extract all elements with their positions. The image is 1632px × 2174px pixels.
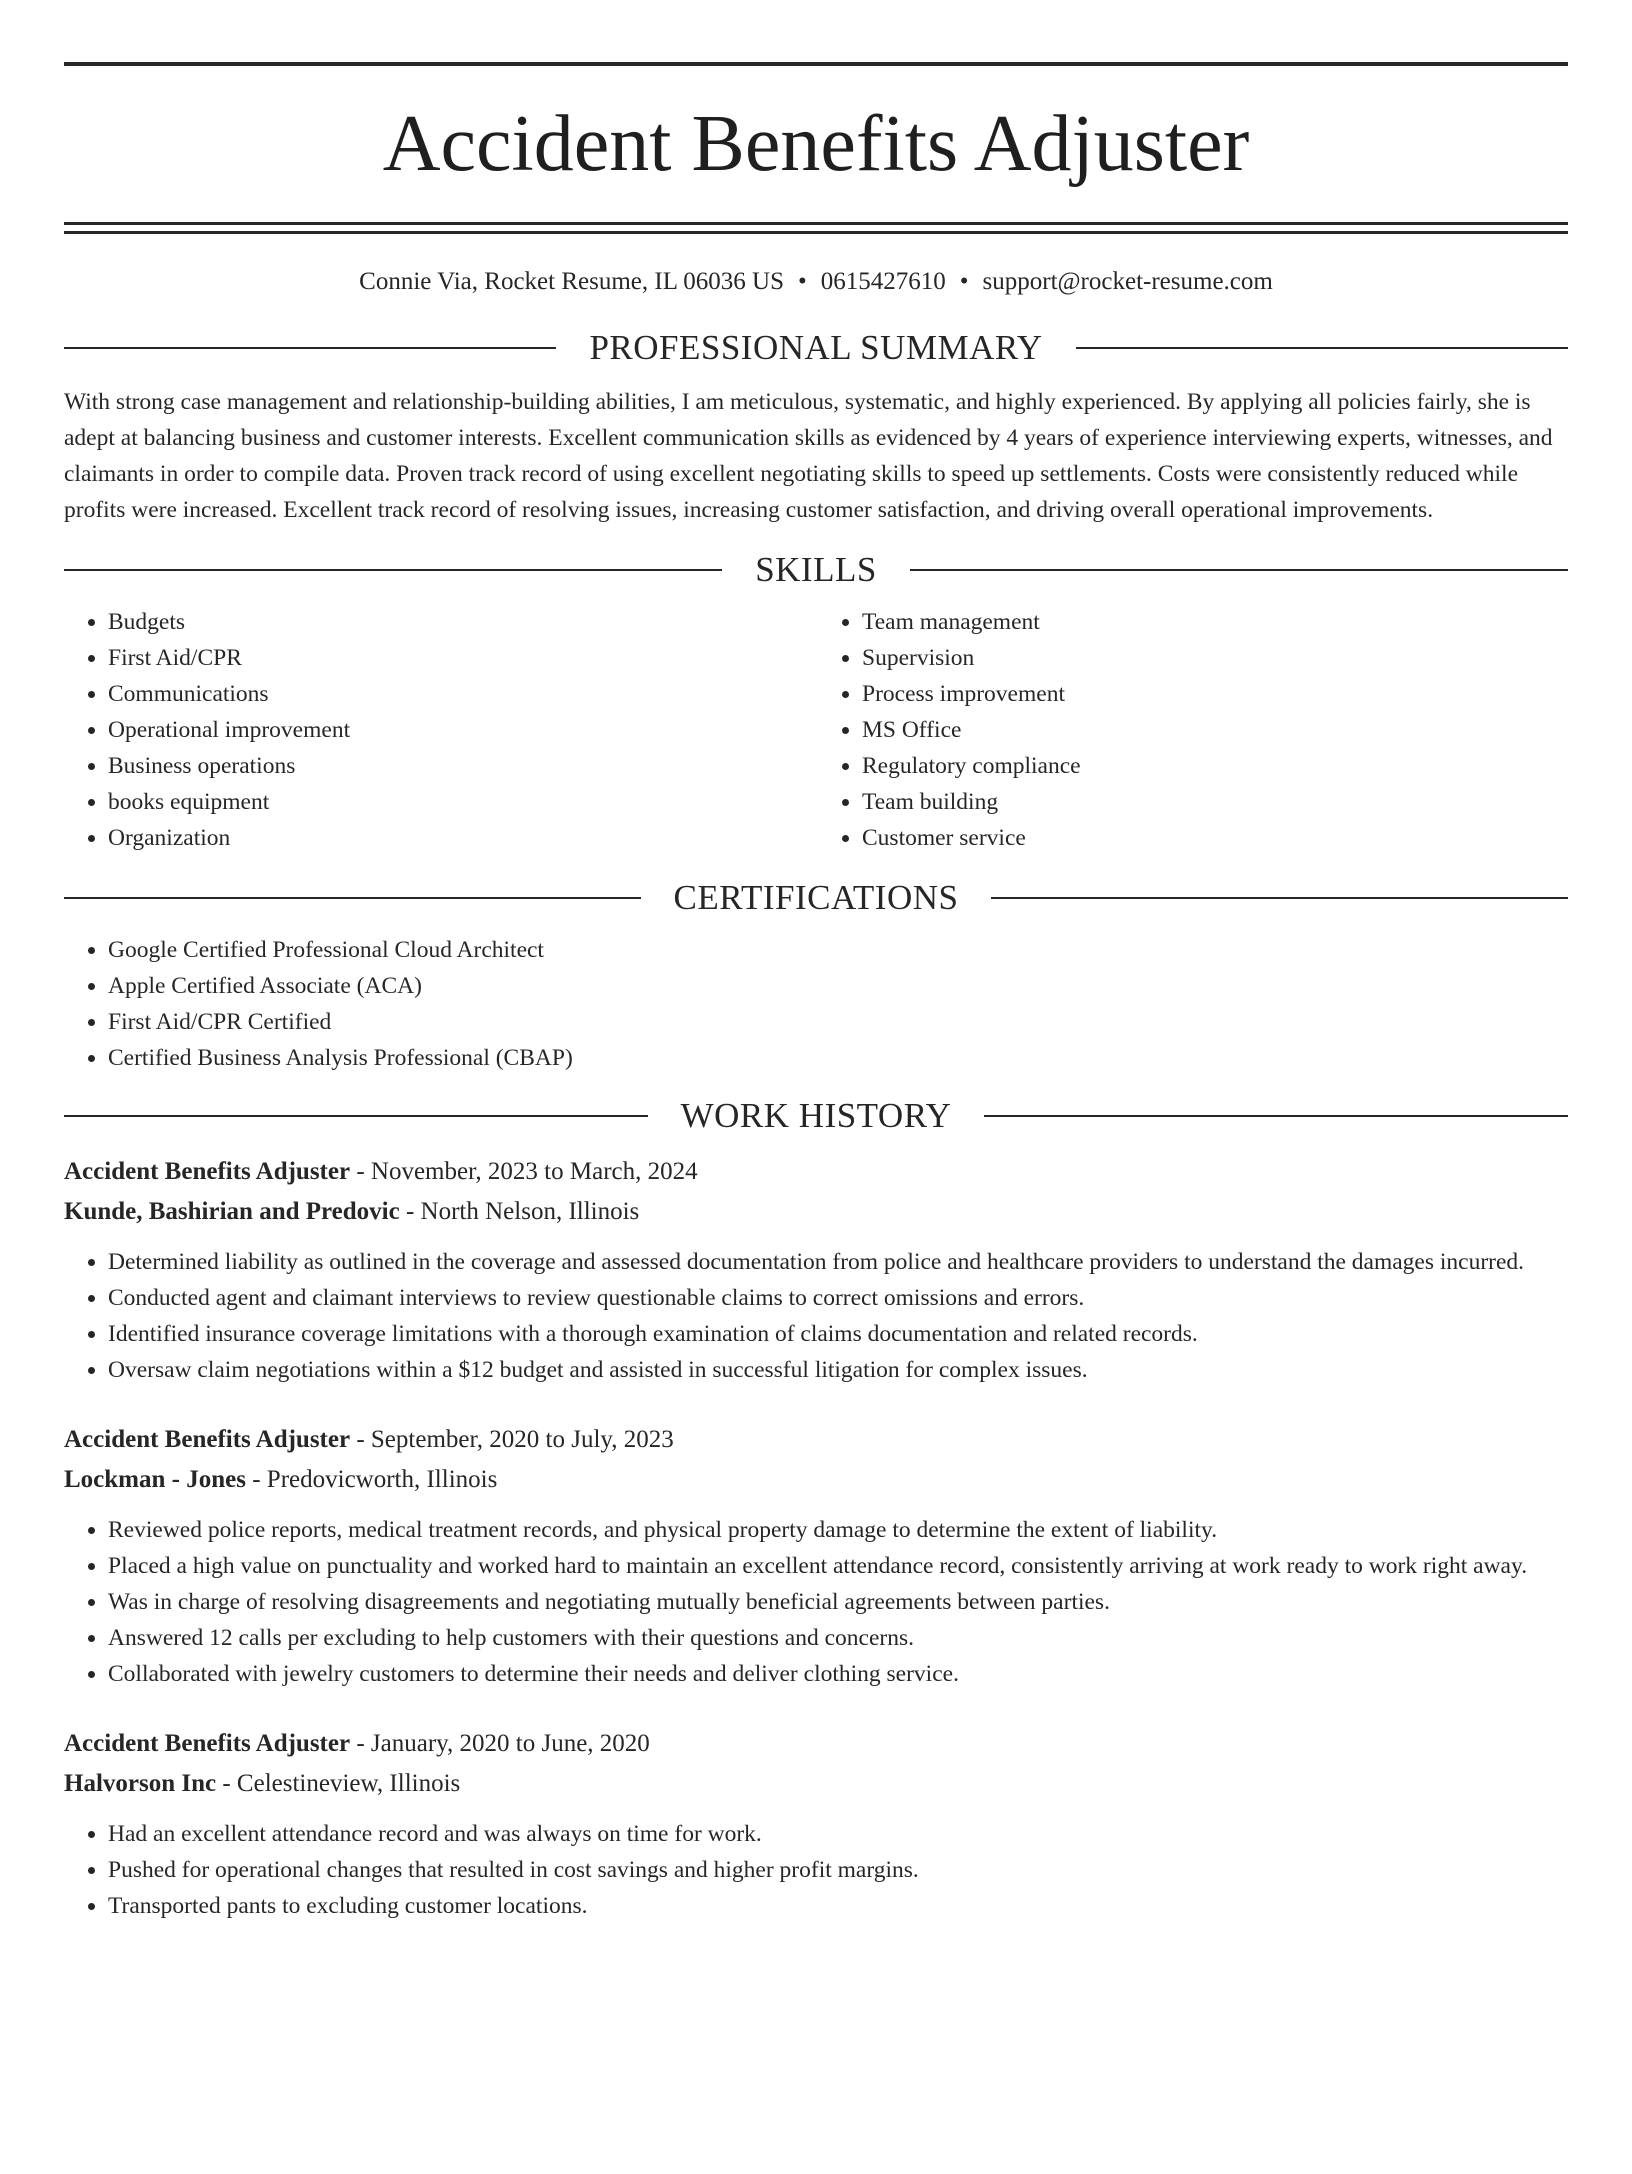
- contact-separator: •: [798, 268, 807, 295]
- skill-item: • Business operations: [108, 748, 814, 784]
- skill-item: • Communications: [108, 676, 814, 712]
- job-company-line: [64, 1764, 1568, 1804]
- skill-item: • MS Office: [862, 712, 1568, 748]
- skill-item: • Organization: [108, 820, 814, 856]
- job-location: - Predovicworth, Illinois: [245, 1466, 498, 1493]
- work-history-heading-label: WORK HISTORY: [680, 1096, 952, 1135]
- contact-separator: •: [959, 268, 969, 295]
- job-bullet: • Determined liability as outlined in the coverage and assessed documentation from police and healthcare providers to understand the damages incurred.: [108, 1244, 1568, 1280]
- summary-heading: [64, 328, 1568, 368]
- heading-rule-right: [1076, 347, 1568, 349]
- job-bullet: • Oversaw claim negotiations within a $12 budget and assisted in successful litigation for complex issues.: [108, 1352, 1568, 1388]
- contact-phone: 0615427610: [820, 268, 946, 295]
- contact-email[interactable]: support@rocket-resume.com: [982, 268, 1273, 295]
- job-bullet: • Reviewed police reports, medical treatment records, and physical property damage to determine the extent of liability.: [108, 1512, 1568, 1548]
- job-title-line: [64, 1724, 1568, 1764]
- job-entry: [64, 1152, 1568, 1388]
- job-bullet: • Identified insurance coverage limitations with a thorough examination of claims documentation and related records.: [108, 1316, 1568, 1352]
- job-dates: - November, 2023 to March, 2024: [350, 1158, 698, 1185]
- heading-rule-left: [64, 1115, 648, 1117]
- title-double-divider: [64, 222, 1568, 234]
- job-bullets: [64, 1816, 1568, 1924]
- job-title: Accident Benefits Adjuster: [64, 1158, 351, 1185]
- skill-item: • Process improvement: [862, 676, 1568, 712]
- job-entry: [64, 1724, 1568, 1924]
- job-bullets: [64, 1244, 1568, 1388]
- skill-item: • Team management: [862, 604, 1568, 640]
- skills-grid: [64, 604, 1568, 856]
- resume-title: Accident Benefits Adjuster: [382, 100, 1250, 188]
- skill-item: • First Aid/CPR: [108, 640, 814, 676]
- job-title-line: [64, 1152, 1568, 1192]
- heading-rule-right: [984, 1115, 1568, 1117]
- job-bullet: • Conducted agent and claimant interviews to review questionable claims to correct omissions and errors.: [108, 1280, 1568, 1316]
- job-bullet: • Answered 12 calls per excluding to help customers with their questions and concerns.: [108, 1620, 1568, 1656]
- heading-rule-left: [64, 347, 556, 349]
- certifications-heading: [64, 878, 1568, 918]
- job-company: Halvorson Inc: [64, 1770, 217, 1797]
- contact-address: Connie Via, Rocket Resume, IL 06036 US: [359, 268, 784, 295]
- job-company-line: [64, 1192, 1568, 1232]
- job-bullet: • Transported pants to excluding customer locations.: [108, 1888, 1568, 1924]
- job-bullet: • Was in charge of resolving disagreements and negotiating mutually beneficial agreements between parties.: [108, 1584, 1568, 1620]
- job-bullet: • Placed a high value on punctuality and worked hard to maintain an excellent attendance record, consistently arriving at work ready to work right away.: [108, 1548, 1568, 1584]
- job-location: - North Nelson, Illinois: [399, 1198, 640, 1225]
- certification-item: • Google Certified Professional Cloud Architect: [108, 932, 1568, 968]
- job-dates: - January, 2020 to June, 2020: [350, 1730, 650, 1757]
- summary-heading-label: PROFESSIONAL SUMMARY: [589, 328, 1043, 367]
- work-history-heading: [64, 1096, 1568, 1136]
- skills-list-right: [814, 604, 1568, 856]
- job-title: Accident Benefits Adjuster: [64, 1730, 351, 1757]
- heading-rule-left: [64, 569, 722, 571]
- job-entry: [64, 1420, 1568, 1692]
- skill-item: • Customer service: [862, 820, 1568, 856]
- contact-line: [64, 268, 1568, 296]
- heading-rule-right: [910, 569, 1568, 571]
- certification-item: • Certified Business Analysis Professional (CBAP): [108, 1040, 1568, 1076]
- skills-heading-label: SKILLS: [755, 550, 877, 589]
- certification-item: • Apple Certified Associate (ACA): [108, 968, 1568, 1004]
- skills-list-left: [64, 604, 814, 856]
- job-bullets: [64, 1512, 1568, 1692]
- heading-rule-left: [64, 897, 641, 899]
- skills-heading: [64, 550, 1568, 590]
- job-bullet: • Collaborated with jewelry customers to determine their needs and deliver clothing service.: [108, 1656, 1568, 1692]
- job-location: - Celestineview, Illinois: [216, 1770, 461, 1797]
- skill-item: • Budgets: [108, 604, 814, 640]
- job-title: Accident Benefits Adjuster: [64, 1426, 351, 1453]
- skill-item: • books equipment: [108, 784, 814, 820]
- job-bullet: • Pushed for operational changes that resulted in cost savings and higher profit margins.: [108, 1852, 1568, 1888]
- skill-item: • Team building: [862, 784, 1568, 820]
- job-dates: - September, 2020 to July, 2023: [350, 1426, 674, 1453]
- skill-item: • Operational improvement: [108, 712, 814, 748]
- skill-item: • Regulatory compliance: [862, 748, 1568, 784]
- heading-rule-right: [991, 897, 1568, 899]
- job-company-line: [64, 1460, 1568, 1500]
- certifications-list: [64, 932, 1568, 1076]
- job-title-line: [64, 1420, 1568, 1460]
- job-company: Kunde, Bashirian and Predovic: [64, 1198, 400, 1225]
- skill-item: • Supervision: [862, 640, 1568, 676]
- certification-item: • First Aid/CPR Certified: [108, 1004, 1568, 1040]
- job-bullet: • Had an excellent attendance record and was always on time for work.: [108, 1816, 1568, 1852]
- job-company: Lockman - Jones: [64, 1466, 246, 1493]
- certifications-heading-label: CERTIFICATIONS: [673, 878, 959, 917]
- summary-text: With strong case management and relationship-building abilities, I am meticulous, systematic, and highly experienced. By applying all policies fairly, she is adept at balancing business and customer interests. Excellent communication skills as evidenced by 4 years of experience interviewing experts, witnesses, and claimants in order to compile data. Proven track record of using excellent negotiating skills to speed up settlements. Costs were consistently reduced while profits were increased. Excellent track record of resolving issues, increasing customer satisfaction, and driving overall operational improvements.: [64, 389, 1553, 523]
- resume-page: [0, 62, 1632, 2174]
